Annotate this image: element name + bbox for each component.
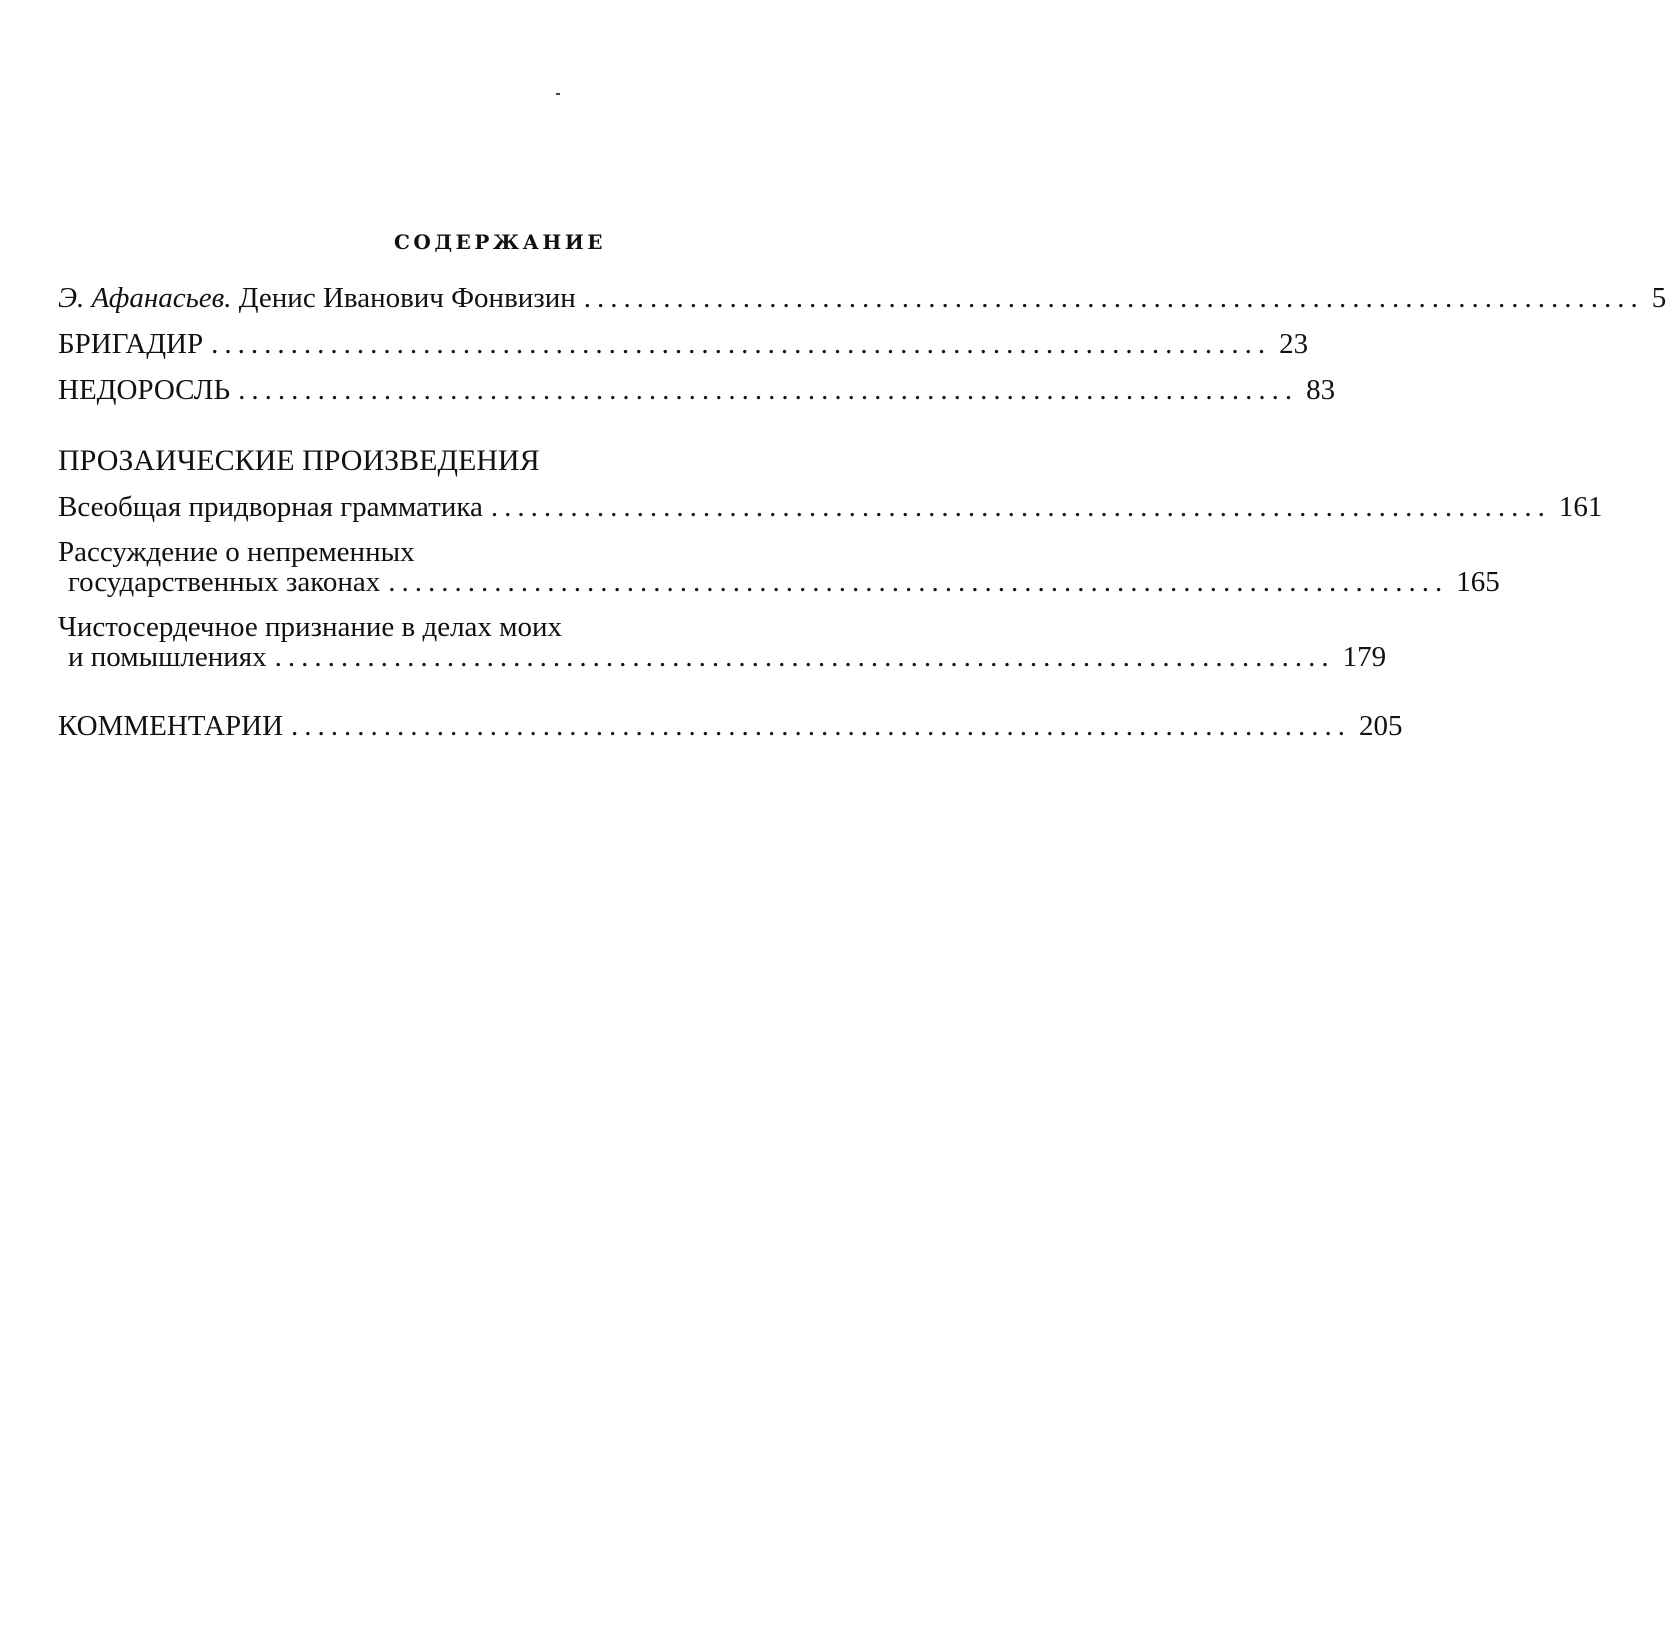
- toc-entry-page: 161: [1558, 491, 1603, 523]
- toc-entry-grammar[interactable]: [58, 491, 1603, 523]
- toc-entry-confession[interactable]: [58, 611, 1387, 673]
- toc-entry-page: 179: [1342, 641, 1387, 673]
- toc-entry-intro[interactable]: [58, 282, 1666, 314]
- toc-entry-page: 23: [1279, 328, 1309, 360]
- toc-entry-author: Э. Афанасьев.: [58, 282, 232, 314]
- section-heading: ПРОЗАИЧЕСКИЕ ПРОИЗВЕДЕНИЯ: [58, 444, 540, 477]
- toc-entry-title-line2: и помышлениях: [68, 641, 267, 673]
- toc-entry-title: Денис Иванович Фонвизин: [238, 282, 576, 314]
- toc-entry-laws[interactable]: [58, 536, 1500, 598]
- toc-entry-title: КОММЕНТАРИИ: [58, 710, 284, 742]
- toc-entry-brigadir[interactable]: [58, 328, 1309, 360]
- dot-leader: ................................................................................: [291, 710, 1352, 742]
- toc-heading: СОДЕРЖАНИЕ: [394, 230, 606, 254]
- toc-entry-title-line1: Чистосердечное признание в делах моих: [58, 611, 563, 643]
- dot-leader: ................................................................................: [238, 374, 1299, 406]
- toc-entry-page: 205: [1359, 710, 1403, 742]
- dot-leader: ................................................................................: [274, 641, 1335, 673]
- toc-entry-title-line2: государственных законах: [68, 566, 381, 598]
- toc-entry-page: 83: [1306, 374, 1336, 406]
- dot-leader: ................................................................................: [211, 328, 1272, 360]
- toc-entry-title: НЕДОРОСЛЬ: [58, 374, 231, 406]
- dot-leader: ................................................................................: [490, 491, 1551, 523]
- toc-entry-comments[interactable]: [58, 710, 1403, 742]
- toc-entry-page: 165: [1456, 566, 1500, 598]
- toc-entry-nedorosl[interactable]: [58, 374, 1336, 406]
- toc-entry-title: БРИГАДИР: [58, 328, 204, 360]
- toc-entry-page: 5: [1651, 282, 1666, 314]
- page-speck: [556, 93, 560, 95]
- toc-entry-title: Всеобщая придворная грамматика: [58, 491, 483, 523]
- toc-entry-title-line1: Рассуждение о непременных: [58, 536, 415, 568]
- dot-leader: ................................................................................: [388, 566, 1449, 598]
- dot-leader: ................................................................................: [583, 282, 1644, 314]
